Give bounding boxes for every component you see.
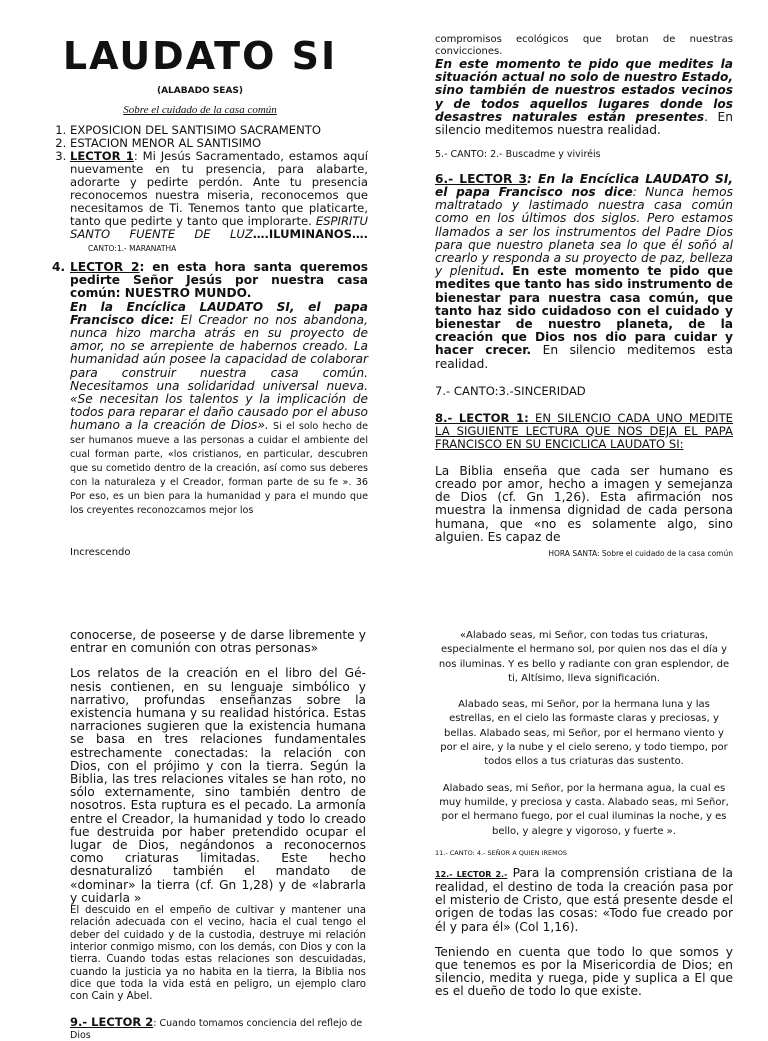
- bottom-left-column: [70, 629, 366, 1041]
- lector-2-bold-italic: En la Encíclica LAUDATO SI, el papa Francisco dice:: [70, 299, 368, 327]
- document-tagline: Sobre el cuidado de la casa común: [123, 104, 277, 116]
- agenda-list: [52, 124, 368, 255]
- agenda-item-lector-1: [70, 150, 368, 255]
- relatos-text: Los relatos de la creación en el libro del Gé- nesis contienen, en su lenguaje simbólico y narrativo, profundas enseñanzas sobre la existencia humana y su realidad histórica. Estas narraciones sugieren que la existencia humana se basa en tres relaciones fundamentales estrechamente conectadas: la relación con Dios, con el prójimo y con la tierra. Según la Biblia, las tres relaciones vitales se han roto, no sólo externamente, sino también dentro de nosotros. Esta ruptura es el pecado. La armonía entre el Creador, la humanidad y todo lo creado fue destruida por haber pretendido ocupar el lugar de Dios, negándonos a reconocernos como criaturas limitadas. Este hecho desnaturalizó también el mandato de «dominar» la tierra (cf. Gn 1,28) y de «labrarla y cuidarla »: [70, 666, 366, 905]
- lector-3-end: En silencio meditemos esta realidad.: [435, 343, 733, 371]
- lector-3-italic: : Nunca hemos maltratado y lastimado nuestra casa común como en los últimos dos siglos. Pero estamos llamados a ser los instrumentos del Padre Dios para que nuestro planeta sea lo que él soñó al crearlo y responda a su proyecto de paz, belleza y plenitud: [435, 184, 733, 279]
- bottom-right-column: [435, 629, 733, 999]
- canticle-stanza-3: Alabado seas, mi Señor, por la hermana agua, la cual es muy humilde, y preciosa y casta. Alabado seas, mi Señor, por el hermano fuego, por el cual iluminas la noche, y es bello, y alegre y vigoroso, y fuerte ».: [439, 782, 729, 837]
- lector-2-label: LECTOR 2: [70, 260, 140, 274]
- lector-2b-label: 9.- LECTOR 2: [70, 1015, 154, 1030]
- document-title: LAUDATO SI: [62, 34, 338, 78]
- footer-right: HORA SANTA: Sobre el cuidado de la casa común: [548, 549, 733, 558]
- canto-3: 7.- CANTO:3.-SINCERIDAD: [435, 383, 586, 398]
- lector-1b-label: 8.- LECTOR 1:: [435, 410, 529, 425]
- lector-1-label: LECTOR 1: [70, 149, 134, 163]
- lector-2c-section: [435, 867, 733, 934]
- agenda-item: 2. ESTACION MENOR AL SANTISIMO: [70, 137, 368, 150]
- lector-2-number: 4.: [52, 260, 66, 274]
- final-text: Teniendo en cuenta que todo lo que somos y que tenemos es por la Misericordia de Dios; en silencio, medita y ruega, pide y suplica a El que es el dueño de todo lo que existe.: [435, 944, 733, 999]
- lector-2b-section: [70, 1017, 366, 1041]
- agenda-item: 1. EXPOSICION DEL SANTISIMO SACRAMENTO: [70, 124, 368, 137]
- top-left-column: [52, 34, 368, 517]
- canto-1: CANTO:1.- MARANATHA: [88, 244, 177, 253]
- document-subtitle: (ALABADO SEAS): [156, 86, 244, 96]
- lector-2-section: [52, 261, 368, 517]
- lector-3-bold-italic: : En la Encíclica LAUDATO SI, el papa Francisco nos dice: [435, 171, 733, 199]
- top-right-column: [435, 34, 733, 544]
- lector-2c-label: 12.- LECTOR 2.-: [435, 869, 508, 879]
- meditation-block: [435, 58, 733, 137]
- lector-3-label: 6.- LECTOR 3: [435, 171, 528, 186]
- canto-2: 5.- CANTO: 2.- Buscadme y viviréis: [435, 149, 601, 161]
- lector-2b-text: : Cuando tomamos conciencia del reflejo de Dios: [70, 1018, 363, 1041]
- canto-4: 11.- CANTO: 4.- SEÑOR A QUIEN IREMOS: [435, 848, 567, 857]
- lector-2c-text: Para la comprensión cristiana de la realidad, el destino de toda la creación pasa por el misterio de Cristo, que está presente desde el origen de todas las cosas: «Todo fue creado por él y para él» (Col 1,16).: [435, 865, 734, 934]
- footer-left: Increscendo: [70, 547, 131, 558]
- lector-1b-text: EN SILENCIO CADA UNO MEDITE LA SIGUIENTE LECTURA QUE NOS DEJA EL PAPA FRANCISCO EN SU ENCICLICA LAUDATO SI:: [435, 410, 733, 451]
- lector-3-section: [435, 173, 733, 371]
- lector-2-italic: El Creador no nos abandona, nunca hizo marcha atrás en su proyecto de amor, no se arrepiente de habernos creado. La humanidad aún posee la capacidad de colaborar para construir nuestra casa común. Necesitamos una solidaridad universal nueva. «Se necesitan los talentos y la implicación de todos para reparar el daño causado por el abuso humano a la creación de Dios».: [70, 312, 368, 433]
- canticle-stanza-2: Alabado seas, mi Señor, por la hermana luna y las estrellas, en el cielo las formaste claras y preciosas, y bellas. Alabado seas, mi Señor, por el hermano viento y por el aire, y la nube y el cielo sereno, y todo tiempo, por todos ellos a tus criaturas das sustento.: [440, 699, 728, 768]
- meditation-bold: En este momento te pido que medites la situación actual no solo de nuestro Estado, sino también de nuestros estados vecinos y de todos aquellos lugares donde los desastres naturales están presentes: [435, 57, 733, 124]
- canticle-stanza-1: «Alabado seas, mi Señor, con todas tus criaturas, especialmente el hermano sol, por quien nos das el día y nos iluminas. Y es bello y radiante con gran esplendor, de ti, Altísimo, lleva significación.: [438, 630, 730, 684]
- lector-1b-section: [435, 412, 733, 451]
- biblia-text: La Biblia enseña que cada ser humano es creado por amor, hecho a imagen y semejanza de Dios (cf. Gn 1,26). Esta afirmación nos muestra la inmensa dignidad de cada persona humana, que «no es solamente algo, sino alguien. Es capaz de: [435, 463, 733, 544]
- descuido-text: El descuido en el empeño de cultivar y mantener una relación adecuada con el vecino, hacia el cual tengo el deber del cuidado y de la custodia, destruye mi relación interior conmigo mismo, con los demás, con Dios y con la tierra. Cuando todas estas relaciones son descuidadas, cuando la justicia ya no habita en la tierra, la Biblia nos dice que toda la vida está en peligro, un ejemplo claro con Cain y Abel.: [70, 905, 366, 1003]
- lector-2-small: Si el solo hecho de ser humanos mueve a las personas a cuidar el ambiente del cual forman parte, «los cristianos, en particular, descubren que su cometido dentro de la creación, así como sus deberes con la naturaleza y el Creador, forman parte de su fe ». 36 Por eso, es un bien para la humanidad y para el mundo que los creyentes reconozcamos mejor los: [70, 421, 368, 517]
- lector-1-text: : Mi Jesús Sacramentado, estamos aquí nuevamente en tu presencia, para alabarte, adorarte y pedirte perdón. Ante tu presencia reconocemos nuestra miseria, reconocemos que necesitamos de Ti. Tenemos tanto que platicarte, tanto que pedirte y tanto que implorarte.: [70, 149, 368, 228]
- lector-1-bold: ….ILUMINANOS….: [252, 227, 368, 241]
- lector-3-bold: . En este momento te pido que medites que tanto has sido instrumento de bienestar para nuestra casa común, que tanto haz sido cuidadoso con el cuidado y bienestar de nuestro planeta, de la creación que Dios nos dio para cuidar y hacer crecer.: [435, 264, 734, 358]
- lector-2-bold: : en esta hora santa queremos pedirte Señor Jesús por nuestra casa común: NUESTRO MUNDO.: [70, 260, 368, 301]
- meditation-end: . En silencio meditemos nuestra realidad.: [435, 109, 733, 138]
- intro-text: compromisos ecológicos que brotan de nuestras convicciones.: [435, 34, 733, 57]
- lector-1-italic: ESPIRITU SANTO FUENTE DE LUZ: [70, 214, 368, 241]
- continuation-text: conocerse, de poseerse y de darse libremente y entrar en comunión con otras personas»: [70, 628, 366, 656]
